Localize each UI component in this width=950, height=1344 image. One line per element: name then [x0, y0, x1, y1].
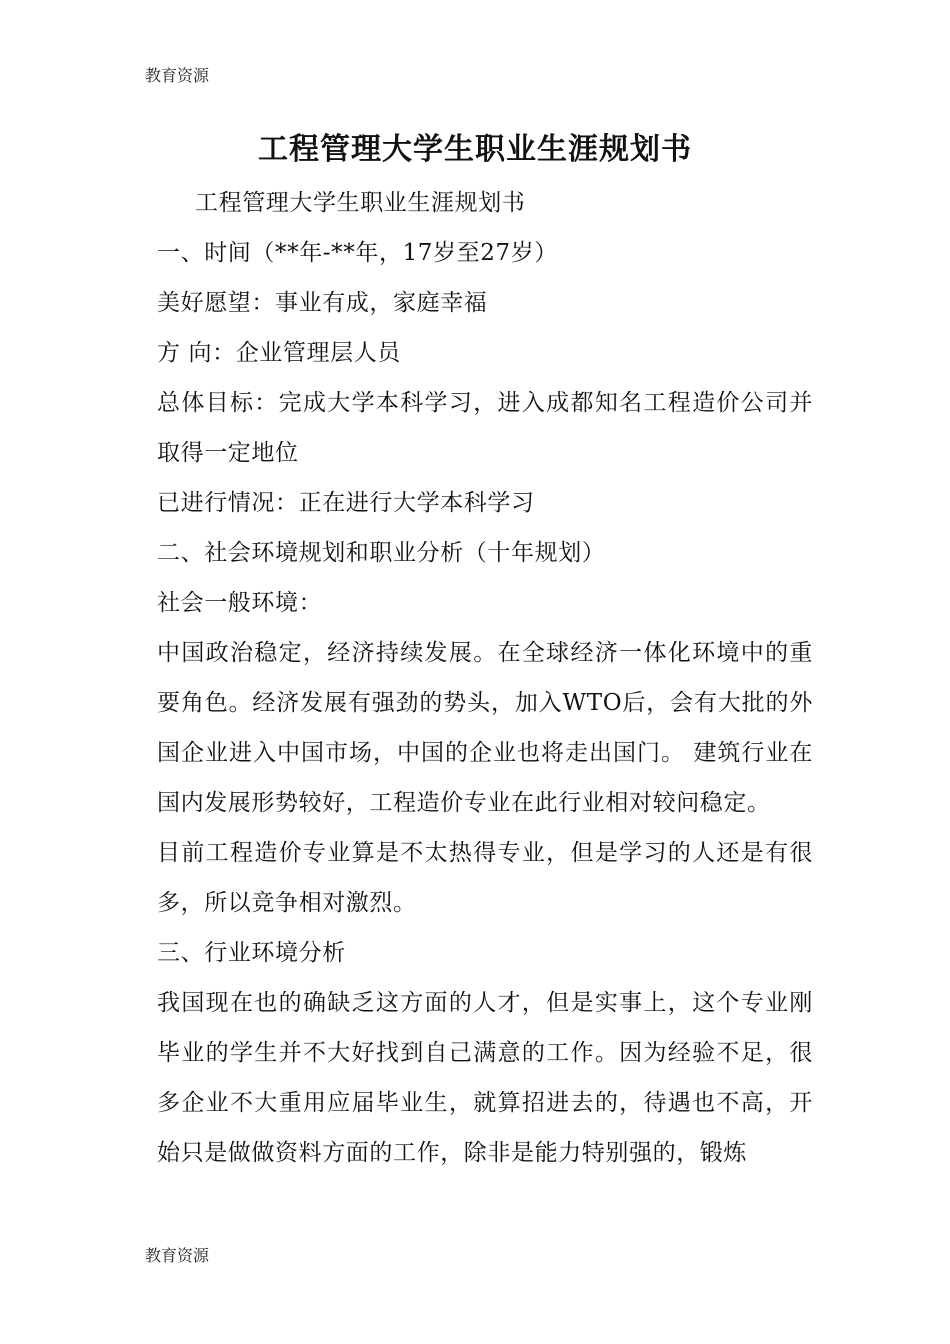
page-header-label: 教育资源 [145, 66, 210, 85]
paragraph-section-1-time: 一、时间（**年-**年，17岁至27岁） [157, 240, 558, 266]
paragraph-social-environment-heading: 社会一般环境： [157, 590, 323, 616]
paragraph-competition: 目前工程造价专业算是不太热得专业，但是学习的人还是有很多，所以竞争相对激烈。 [157, 840, 813, 916]
paragraph-wish: 美好愿望：事业有成，家庭幸福 [157, 290, 488, 316]
paragraph-direction: 方 向：企业管理层人员 [157, 340, 401, 366]
paragraph-section-2-heading: 二、社会环境规划和职业分析（十年规划） [157, 540, 606, 566]
paragraph-section-3-heading: 三、行业环境分析 [157, 940, 346, 966]
paragraph-overall-goal: 总体目标：完成大学本科学习，进入成都知名工程造价公司并取得一定地位 [157, 390, 813, 466]
paragraph-subtitle: 工程管理大学生职业生涯规划书 [195, 190, 526, 216]
paragraph-industry-analysis: 我国现在也的确缺乏这方面的人才，但是实事上，这个专业刚毕业的学生并不大好找到自己满意的工作。因为经验不足，很多企业不大重用应届毕业生，就算招进去的，待遇也不高，开始只是做做资料方面的工作，除非是能力特别强的，锻炼 [157, 990, 813, 1166]
paragraph-social-environment-body: 中国政治稳定，经济持续发展。在全球经济一体化环境中的重要角色。经济发展有强劲的势头，加入WTO后，会有大批的外国企业进入中国市场，中国的企业也将走出国门。 建筑行业在国内发展形势较好，工程造价专业在此行业相对较问稳定。 [157, 640, 813, 816]
document-body [145, 178, 813, 1178]
page-footer-label: 教育资源 [145, 1246, 210, 1265]
paragraph-progress: 已进行情况：正在进行大学本科学习 [157, 490, 535, 516]
document-title: 工程管理大学生职业生涯规划书 [258, 132, 692, 167]
